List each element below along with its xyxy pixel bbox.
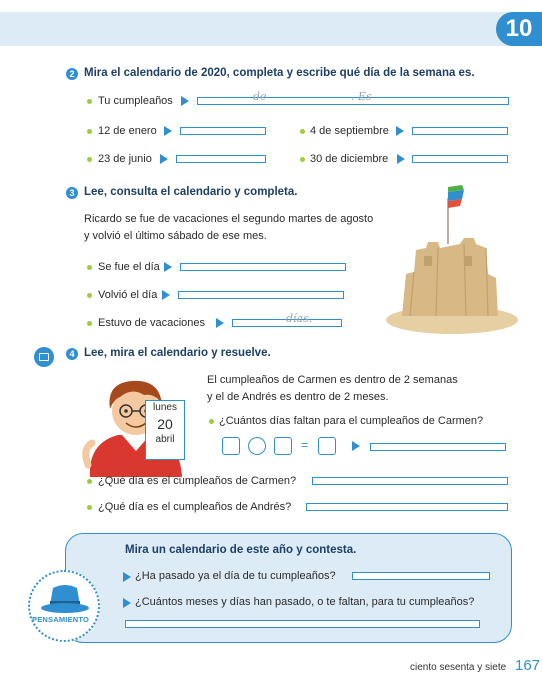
question-2-title: Mira el calendario de 2020, completa y escribe qué día de la semana es. — [84, 67, 475, 79]
operator-circle[interactable] — [248, 437, 266, 455]
answer-box-12-enero[interactable] — [180, 127, 266, 135]
sandcastle-illustration — [380, 182, 520, 342]
bullet — [87, 99, 92, 104]
question-4-1: ¿Cuántos días faltan para el cumpleaños de Carmen? — [219, 415, 484, 427]
returned-day-label: Volvió el día — [98, 289, 158, 301]
days-answer-box[interactable] — [370, 443, 506, 451]
answer-box-4-septiembre[interactable] — [412, 127, 508, 135]
arrow-icon — [164, 126, 172, 136]
calendar-sheet — [145, 400, 185, 460]
arrow-icon — [162, 290, 170, 300]
calendar-month: abril — [155, 434, 175, 445]
handwriting-de: de — [253, 90, 267, 103]
handwriting-es: . Es — [351, 90, 372, 103]
header-band — [0, 12, 542, 46]
question-4-3: ¿Qué día es el cumpleaños de Andrés? — [98, 501, 292, 513]
arrow-icon — [164, 262, 172, 272]
arrow-icon — [160, 154, 168, 164]
returned-day-answer-box[interactable] — [178, 291, 344, 299]
question-4-text-line1: El cumpleaños de Carmen es dentro de 2 semanas — [207, 374, 458, 386]
thinking-badge-label: PENSAMIENTO — [32, 615, 90, 624]
operand-box-1[interactable] — [222, 437, 240, 455]
date-label-4-septiembre: 4 de septiembre — [310, 125, 389, 137]
arrow-icon — [123, 598, 131, 608]
operand-box-2[interactable] — [274, 437, 292, 455]
bullet — [87, 505, 92, 510]
bullet — [300, 157, 305, 162]
result-box[interactable] — [318, 437, 336, 455]
unit-number-badge: 10 — [496, 12, 542, 46]
page-number: 167 — [515, 657, 541, 674]
arrow-icon — [181, 96, 189, 106]
thinking-question-2: ¿Cuántos meses y días han pasado, o te faltan, para tu cumpleaños? — [135, 596, 475, 608]
arrow-icon — [397, 154, 405, 164]
question-2-number: 2 — [66, 68, 78, 80]
date-label-30-diciembre: 30 de diciembre — [310, 153, 389, 165]
vacation-days-label: Estuvo de vacaciones — [98, 317, 206, 329]
date-label-23-junio: 23 de junio — [98, 153, 152, 165]
arrow-icon — [396, 126, 404, 136]
question-4-2: ¿Qué día es el cumpleaños de Carmen? — [98, 475, 297, 487]
handwriting-dias: días. — [286, 312, 313, 325]
andres-birthday-answer-box[interactable] — [306, 503, 508, 511]
page-number-text: ciento sesenta y siete — [410, 662, 507, 673]
bullet — [87, 321, 92, 326]
hat-icon — [40, 582, 90, 618]
thinking-title: Mira un calendario de este año y contesta. — [125, 544, 357, 556]
calendar-weekday: lunes — [153, 402, 177, 413]
arrow-icon — [352, 441, 360, 451]
calendar-icon — [34, 347, 54, 367]
bullet — [87, 265, 92, 270]
thinking-badge — [28, 570, 100, 642]
bullet — [209, 419, 214, 424]
calendar-day: 20 — [157, 416, 173, 432]
question-4-text-line2: y el de Andrés es dentro de 2 meses. — [207, 391, 389, 403]
question-4-number: 4 — [66, 348, 78, 360]
answer-box-30-diciembre[interactable] — [412, 155, 508, 163]
question-3-text-line2: y volvió el último sábado de ese mes. — [84, 230, 267, 242]
birthday-passed-answer-box[interactable] — [352, 572, 490, 580]
birthday-label: Tu cumpleaños — [98, 95, 173, 107]
arrow-icon — [123, 572, 131, 582]
date-label-12-enero: 12 de enero — [98, 125, 157, 137]
left-day-label: Se fue el día — [98, 261, 160, 273]
equals-sign: = — [301, 438, 309, 452]
months-days-answer-box[interactable] — [125, 620, 480, 628]
question-3-text-line1: Ricardo se fue de vacaciones el segundo martes de agosto — [84, 213, 374, 225]
question-3-title: Lee, consulta el calendario y completa. — [84, 186, 298, 198]
arrow-icon — [216, 318, 224, 328]
bullet — [300, 129, 305, 134]
answer-box-23-junio[interactable] — [176, 155, 266, 163]
thinking-question-1: ¿Ha pasado ya el día de tu cumpleaños? — [135, 570, 336, 582]
question-3-number: 3 — [66, 187, 78, 199]
carmen-birthday-answer-box[interactable] — [312, 477, 508, 485]
bullet — [87, 157, 92, 162]
bullet — [87, 129, 92, 134]
question-4-title: Lee, mira el calendario y resuelve. — [84, 347, 271, 359]
left-day-answer-box[interactable] — [180, 263, 346, 271]
bullet — [87, 479, 92, 484]
bullet — [87, 293, 92, 298]
